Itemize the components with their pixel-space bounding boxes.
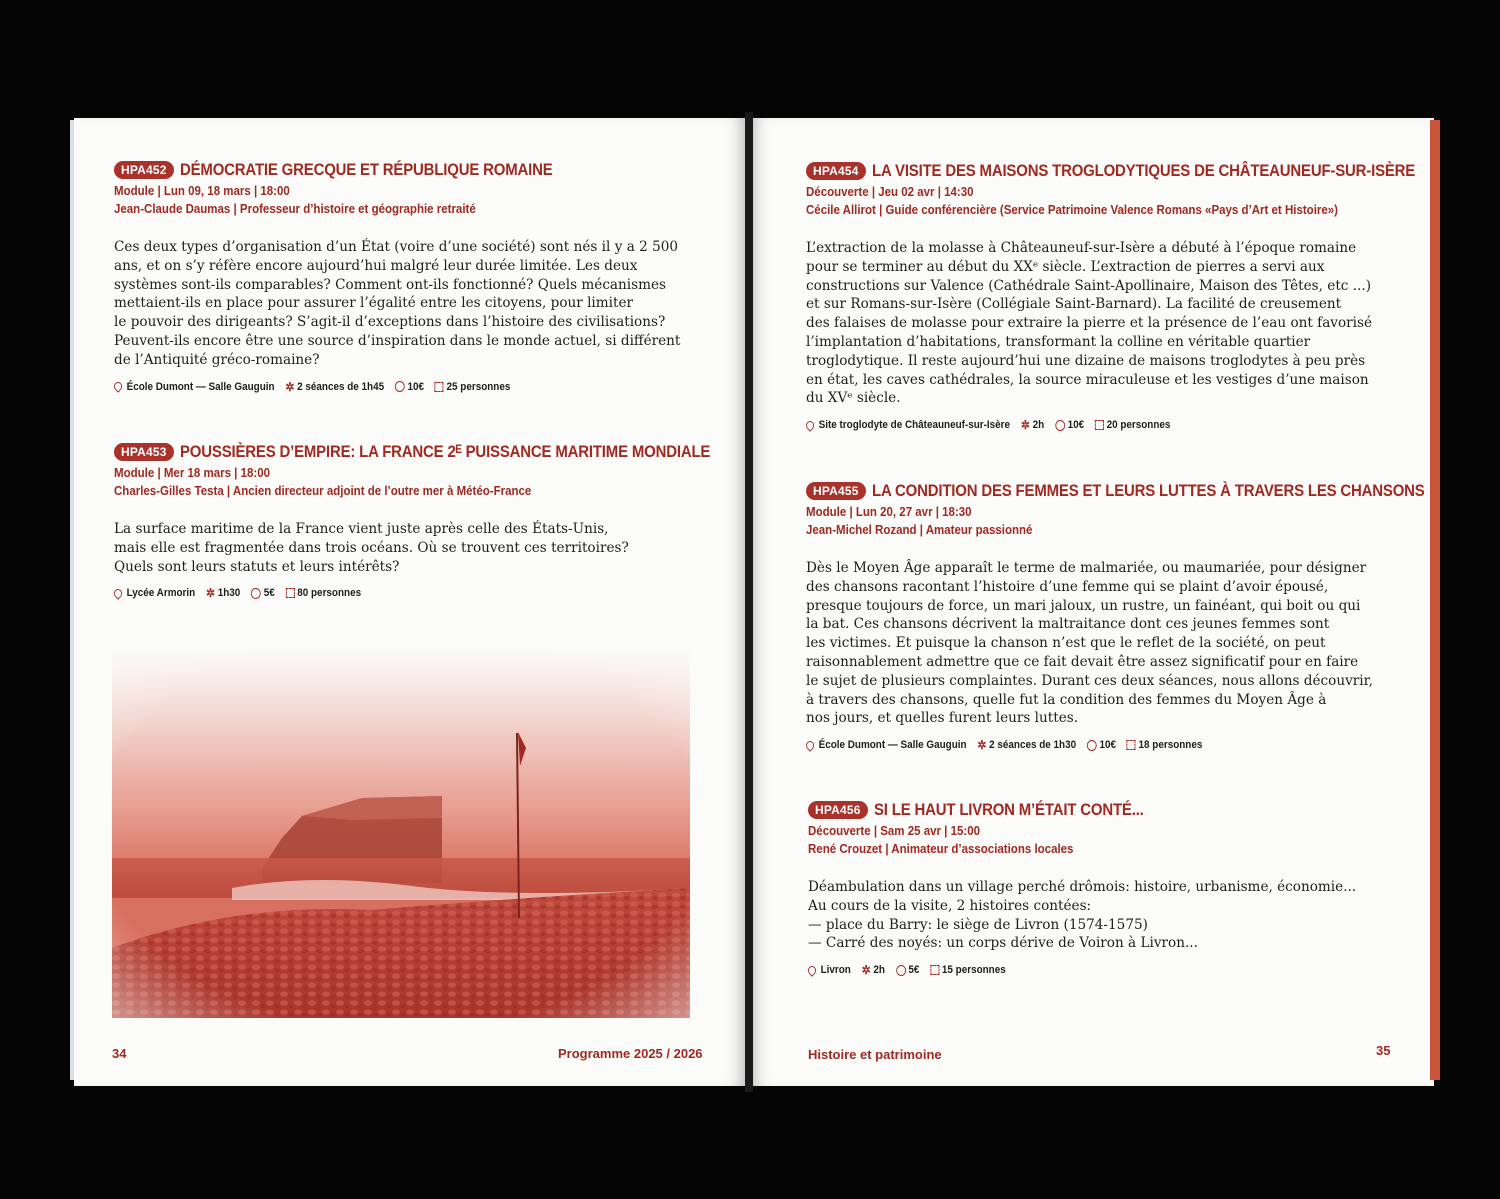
- page-number-right: 35: [1376, 1043, 1391, 1058]
- description-line: et sur Romans-sur-Isère (Collégiale Saint-Barnard). La facilité de creusement: [806, 296, 1342, 313]
- capacity-info: [286, 587, 362, 599]
- description-line: mais elle est fragmentée dans trois océans. Où se trouvent ces territoires?: [114, 539, 629, 556]
- course-title: DÉMOCRATIE GRECQUE ET RÉPUBLIQUE ROMAINE: [179, 160, 553, 179]
- description-line: à travers des chansons, quelle fut la condition des femmes du Moyen Âge à: [806, 691, 1327, 708]
- description-line: le sujet de plusieurs complaintes. Durant ces deux séances, nous allons découvrir,: [806, 672, 1373, 689]
- course-entry-hpa454: [806, 161, 1416, 432]
- course-entry-hpa453: [114, 442, 714, 600]
- course-info-row: [806, 418, 1355, 432]
- asterisk-duration-icon: ✲: [861, 963, 871, 978]
- capacity-text: 18 personnes: [1138, 739, 1203, 752]
- asterisk-duration-icon: ✲: [977, 738, 987, 753]
- description-line: presque toujours de force, un mari jaloux, un rustre, un fainéant, qui boit ou qui: [806, 597, 1361, 614]
- entry-title-row: [114, 160, 714, 180]
- description-line: Ces deux types d’organisation d’un État (voire d’une société) sont nés il y a 2 500: [114, 239, 679, 255]
- people-capacity-icon: [435, 382, 444, 392]
- description-line: des falaises de molasse pour extraire la pierre et la présence de l’eau ont favorisé: [806, 315, 1373, 332]
- capacity-info: [435, 381, 511, 393]
- location-pin-icon: [804, 419, 815, 432]
- footer-programme-title: Programme 2025 / 2026: [558, 1046, 703, 1061]
- duration-text: 1h30: [217, 587, 241, 600]
- duration-info: [977, 738, 1076, 752]
- page-edge-right: [1430, 120, 1440, 1080]
- course-schedule: Découverte | Jeu 02 avr | 14:30: [806, 185, 974, 199]
- location-text: École Dumont — Salle Gauguin: [126, 380, 275, 393]
- description-line: de l’Antiquité gréco-romaine?: [114, 351, 320, 368]
- capacity-text: 20 personnes: [1106, 419, 1171, 432]
- course-title: POUSSIÈRES D’EMPIRE: LA FRANCE 2ᴱ PUISSANCE MARITIME MONDIALE: [179, 442, 710, 461]
- capacity-text: 25 personnes: [446, 380, 511, 393]
- course-code-badge: HPA455: [806, 482, 866, 500]
- duration-text: 2 séances de 1h30: [989, 739, 1077, 752]
- description-line: raisonnablement admettre que ce fait devait être assez significatif pour en faire: [806, 653, 1359, 670]
- location-text: École Dumont — Salle Gauguin: [818, 739, 967, 752]
- course-schedule: Module | Lun 09, 18 mars | 18:00: [114, 184, 290, 198]
- course-description: [114, 520, 714, 576]
- price-text: 5€: [908, 964, 920, 977]
- capacity-info: [1095, 419, 1171, 431]
- course-speaker: Charles-Gilles Testa | Ancien directeur adjoint de l’outre mer à Météo-France: [114, 484, 532, 498]
- people-capacity-icon: [286, 588, 295, 598]
- capacity-text: 80 personnes: [297, 587, 362, 600]
- duration-text: 2h: [873, 964, 885, 977]
- location-pin-icon: [112, 380, 123, 393]
- duration-text: 2h: [1032, 419, 1045, 432]
- asterisk-duration-icon: ✲: [285, 379, 295, 394]
- course-code-badge: HPA453: [114, 443, 174, 461]
- duration-info: [862, 963, 885, 977]
- asterisk-duration-icon: ✲: [1020, 418, 1030, 433]
- location-info: [114, 587, 195, 599]
- location-pin-icon: [806, 964, 817, 977]
- price-info: [1055, 419, 1084, 431]
- description-line: — Carré des noyés: un corps dérive de Voiron à Livron...: [808, 935, 1198, 952]
- course-info-row: [808, 963, 1357, 977]
- description-line: Au cours de la visite, 2 histoires contées:: [808, 897, 1092, 914]
- description-line: Quels sont leurs statuts et leurs intérêts?: [114, 558, 400, 575]
- entry-title-row: [114, 442, 714, 462]
- course-code-badge: HPA456: [808, 801, 868, 819]
- entry-title-row: [806, 481, 1425, 501]
- description-line: — place du Barry: le siège de Livron (1574-1575): [808, 916, 1148, 933]
- description-line: pour se terminer au début du XXᵉ siècle. L’extraction de pierres a servi aux: [806, 258, 1325, 275]
- footer-section-title: Histoire et patrimoine: [808, 1047, 942, 1062]
- description-line: ans, et on s’y réfère encore aujourd’hui malgré leur durée limitée. Les deux: [114, 257, 638, 274]
- location-text: Livron: [820, 964, 851, 977]
- price-info: [896, 964, 920, 976]
- capacity-info: [1127, 739, 1203, 751]
- description-line: Déambulation dans un village perché drômois: histoire, urbanisme, économie...: [808, 879, 1357, 895]
- location-info: [114, 381, 275, 393]
- description-line: L’extraction de la molasse à Châteauneuf-sur-Isère a débuté à l’époque romaine: [806, 240, 1357, 256]
- capacity-text: 15 personnes: [941, 964, 1006, 977]
- price-text: 10€: [1067, 419, 1085, 432]
- course-title: LA VISITE DES MAISONS TROGLODYTIQUES DE CHÂTEAUNEUF-SUR-ISÈRE: [871, 161, 1415, 180]
- description-line: nos jours, et quelles furent leurs luttes.: [806, 710, 1079, 727]
- course-speaker: Jean-Claude Daumas | Professeur d’histoire et géographie retraité: [114, 202, 476, 216]
- course-description: [808, 878, 1418, 953]
- people-capacity-icon: [1095, 420, 1104, 430]
- description-line: du XVᵉ siècle.: [806, 390, 901, 407]
- people-capacity-icon: [930, 965, 939, 975]
- duration-text: 2 séances de 1h45: [297, 380, 385, 393]
- course-schedule: Module | Lun 20, 27 avr | 18:30: [806, 505, 972, 519]
- course-code-badge: HPA452: [114, 161, 174, 179]
- location-pin-icon: [804, 739, 815, 752]
- asterisk-duration-icon: ✲: [205, 586, 216, 601]
- price-info: [251, 587, 275, 599]
- description-line: Peuvent-ils encore être une source d’inspiration dans le monde actuel, si différent: [114, 332, 681, 349]
- description-line: la bat. Ces chansons décrivent la maltraitance dont ces jeunes femmes sont: [806, 616, 1330, 633]
- description-line: les victimes. Et puisque la chanson n’est que le reflet de la société, on peut: [806, 635, 1326, 652]
- description-line: l’implantation d’habitations, transformant la colline en véritable quartier: [806, 333, 1311, 350]
- description-line: des chansons racontant l’histoire d’une femme qui se plaint d’avoir épousé,: [806, 578, 1329, 595]
- course-info-row: [114, 586, 654, 600]
- duration-info: [1021, 418, 1044, 432]
- course-title: SI LE HAUT LIVRON M’ÉTAIT CONTÉ...: [873, 800, 1144, 819]
- duration-info: [206, 586, 240, 600]
- course-entry-hpa456: [808, 800, 1418, 977]
- course-speaker: René Crouzet | Animateur d’associations locales: [808, 842, 1074, 856]
- price-text: 10€: [1099, 739, 1117, 752]
- description-line: troglodytique. Il reste aujourd’hui une dizaine de maisons troglodytes à peu près: [806, 352, 1366, 369]
- description-line: systèmes sont-ils comparables? Comment ont-ils fonctionné? Quels mécanismes: [114, 276, 667, 293]
- course-description: [114, 238, 714, 370]
- price-circle-icon: [896, 965, 906, 976]
- price-text: 10€: [407, 380, 425, 393]
- location-text: Lycée Armorin: [126, 587, 196, 600]
- price-circle-icon: [1055, 420, 1065, 431]
- capacity-info: [930, 964, 1006, 976]
- course-code-badge: HPA454: [806, 162, 866, 180]
- course-description: [806, 559, 1416, 728]
- location-info: [806, 739, 967, 751]
- duration-info: [285, 380, 384, 394]
- entry-title-row: [808, 800, 1418, 820]
- course-info-row: [806, 738, 1355, 752]
- description-line: Dès le Moyen Âge apparaît le terme de malmariée, ou maumariée, pour désigner: [806, 560, 1367, 576]
- course-info-row: [114, 380, 654, 394]
- coastline-photo: [112, 648, 690, 1018]
- page-number-left: 34: [112, 1046, 127, 1061]
- description-line: La surface maritime de la France vient juste après celle des États-Unis,: [114, 521, 609, 537]
- description-line: constructions sur Valence (Cathédrale Saint-Apollinaire, Maison des Têtes, etc ...): [806, 277, 1371, 294]
- price-circle-icon: [1087, 740, 1097, 751]
- price-text: 5€: [263, 587, 275, 600]
- course-schedule: Découverte | Sam 25 avr | 15:00: [808, 824, 981, 838]
- price-info: [395, 381, 424, 393]
- course-speaker: Cécile Allirot | Guide conférencière (Service Patrimoine Valence Romans «Pays d’Art et Histoire»): [806, 203, 1338, 217]
- description-line: en état, les caves cathédrales, la source miraculeuse et les vestiges d’une maison: [806, 371, 1369, 388]
- location-pin-icon: [112, 587, 123, 600]
- description-line: le pouvoir des dirigeants? S’agit-il d’exceptions dans l’histoire des civilisations?: [114, 314, 666, 331]
- book-gutter: [745, 112, 753, 1092]
- description-line: mettaient-ils en place pour assurer l’égalité entre les citoyens, pour limiter: [114, 295, 634, 312]
- course-schedule: Module | Mer 18 mars | 18:00: [114, 466, 270, 480]
- location-info: [806, 419, 1010, 431]
- course-title: LA CONDITION DES FEMMES ET LEURS LUTTES À TRAVERS LES CHANSONS: [871, 481, 1425, 500]
- price-info: [1087, 739, 1116, 751]
- course-entry-hpa452: [114, 160, 714, 394]
- price-circle-icon: [251, 588, 261, 599]
- price-circle-icon: [395, 381, 405, 392]
- course-description: [806, 239, 1416, 408]
- course-entry-hpa455: [806, 481, 1425, 753]
- entry-title-row: [806, 161, 1416, 181]
- people-capacity-icon: [1127, 740, 1136, 750]
- course-speaker: Jean-Michel Rozand | Amateur passionné: [806, 523, 1033, 537]
- location-info: [808, 964, 851, 976]
- location-text: Site troglodyte de Châteauneuf-sur-Isère: [818, 419, 1011, 432]
